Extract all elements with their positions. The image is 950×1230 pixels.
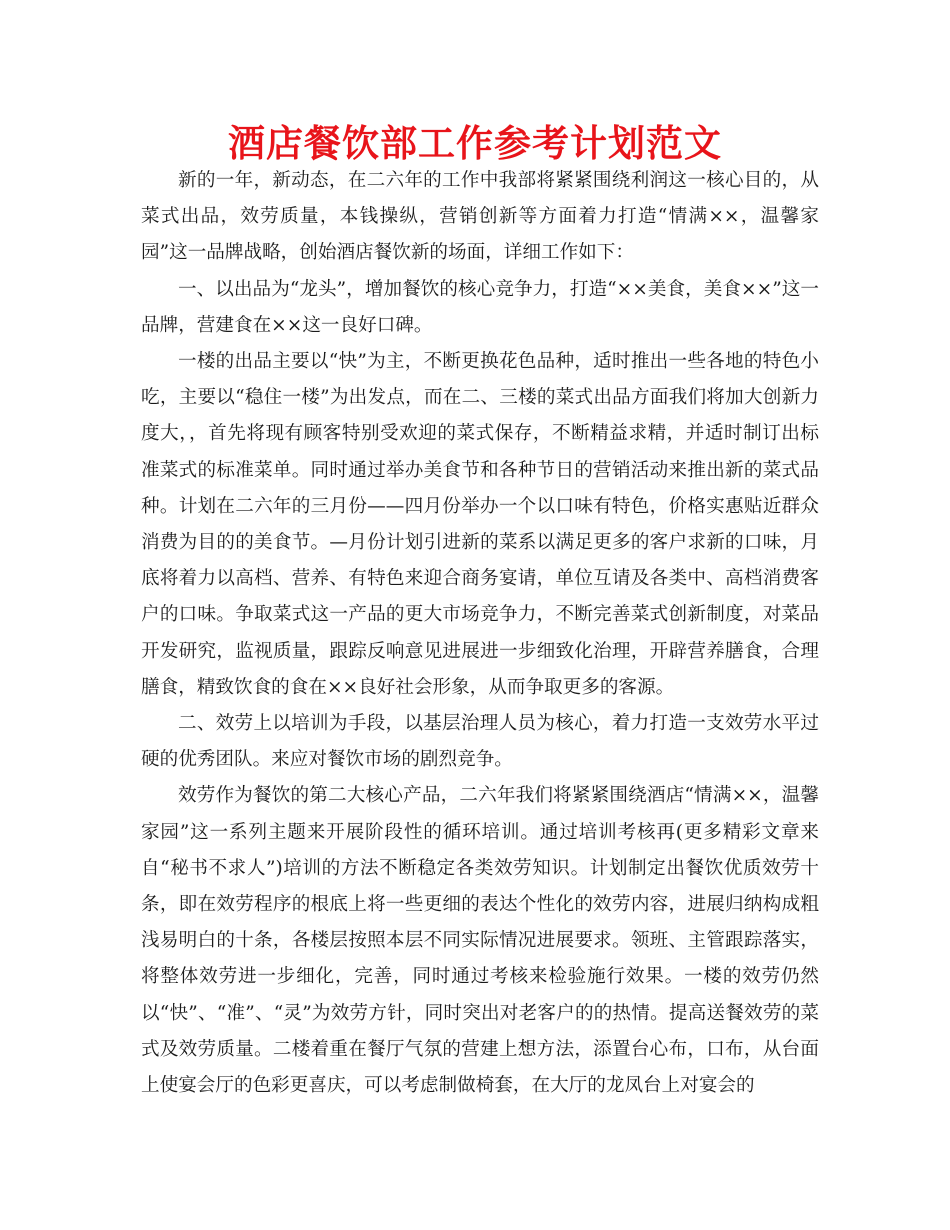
document-title: 酒店餐饮部工作参考计划范文 [228,122,722,165]
paragraph-section-two-body: 效劳作为餐饮的第二大核心产品，二六年我们将紧紧围绕酒店“情满××，温馨家园”这一系列主题来开展阶段性的循环培训。通过培训考核再(更多精彩文章来自“秘书不求人”)培训的方法不断稳定各类效劳知识。计划制定出餐饮优质效劳十条，即在效劳程序的根底上将一些更细的表达个性化的效劳内容，进展归纳构成粗浅易明白的十条，各楼层按照本层不同实际情况进展要求。领班、主管跟踪落实，将整体效劳进一步细化，完善，同时通过考核来检验施行效果。一楼的效劳仍然以“快”、“准”、“灵”为效劳方针，同时突出对老客户的的热情。提高送餐效劳的菜式及效劳质量。二楼着重在餐厅气氛的营建上想方法，添置台心布，口布，从台面上使宴会厅的色彩更喜庆，可以考虑制做椅套，在大厅的龙凤台上对宴会的 [141,785,819,1097]
paragraph-intro: 新的一年，新动态，在二六年的工作中我部将紧紧围绕利润这一核心目的，从菜式出品，效劳质量，本钱操纵，营销创新等方面着力打造“情满××，温馨家园”这一品牌战略，创始酒店餐饮新的场面，详细工作如下： [141,170,819,264]
paragraph-section-one-heading: 一、以出品为“龙头”，增加餐饮的核心竞争力，打造“××美食，美食××”这一品牌，营建食在××这一良好口碑。 [141,278,819,336]
document-body [141,163,819,1104]
paragraph-section-one-body: 一楼的出品主要以“快”为主，不断更换花色品种，适时推出一些各地的特色小吃，主要以“稳住一楼”为出发点，而在二、三楼的菜式出品方面我们将加大创新力度大，，首先将现有顾客特别受欢迎的菜式保存，不断精益求精，并适时制订出标准菜式的标准菜单。同时通过举办美食节和各种节日的营销活动来推出新的菜式品种。计划在二六年的三月份——四月份举办一个以口味有特色，价格实惠贴近群众消费为目的的美食节。—月份计划引进新的菜系以满足更多的客户求新的口味，月底将着力以高档、营养、有特色来迎合商务宴请，单位互请及各类中、高档消费客户的口味。争取菜式这一产品的更大市场竞争力，不断完善菜式创新制度，对菜品开发研究，监视质量，跟踪反响意见进展进一步细致化治理，开辟营养膳食，合理膳食，精致饮食的食在××良好社会形象，从而争取更多的客源。 [141,351,819,698]
paragraph-section-two-heading: 二、效劳上以培训为手段，以基层治理人员为核心，着力打造一支效劳水平过硬的优秀团队。来应对餐饮市场的剧烈竞争。 [141,713,819,771]
